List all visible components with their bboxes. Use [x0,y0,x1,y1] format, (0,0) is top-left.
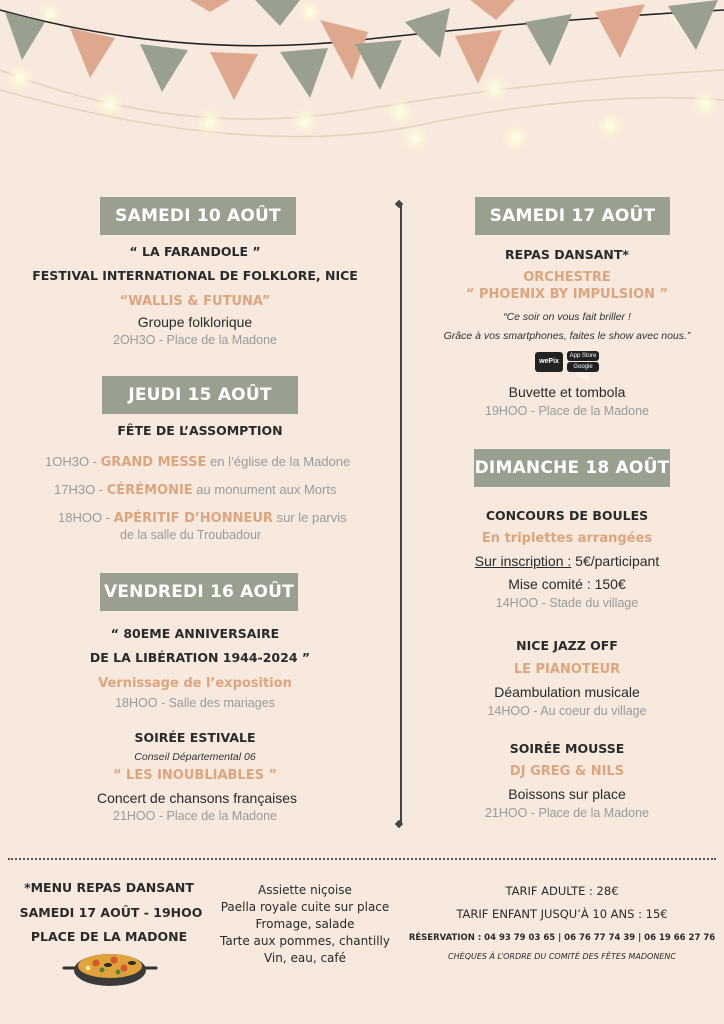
boules-inscription-label: Sur inscription : [474,553,572,569]
jazz-title: NICE JAZZ OFF [516,638,618,653]
footer-separator [8,858,716,860]
event-title: FÊTE DE L’ASSOMPTION [117,423,283,438]
wepix-app-logo: wePix [535,352,563,372]
google-play-badge: Google Play [567,362,599,372]
schedule-row-aperitif-place: de la salle du Troubadour [120,528,262,542]
soiree-sponsor: Conseil Départemental 06 [134,751,256,763]
soiree-artist: “ LES INOUBLIABLES ” [112,768,278,783]
bunting-decoration [0,0,724,160]
reservation-phones: RÉSERVATION : 04 93 79 03 65 | 06 76 77 74 39 | 06 19 66 27 76 [408,933,716,943]
boules-subtitle: En triplettes arrangées [481,531,653,546]
event-description: Groupe folklorique [137,314,253,330]
menu-date: SAMEDI 17 AOÛT - 19HOO [19,905,203,920]
day-header-jeudi-15: JEUDI 15 AOÛT [102,376,298,414]
schedule-row-messe: 1OH3O - GRAND MESSE en l’église de la Madone [45,454,351,470]
event-time-place: 2OH3O - Place de la Madone [113,333,277,347]
menu-place: PLACE DE LA MADONE [30,929,188,944]
event-title: REPAS DANSANT* [505,247,629,262]
boules-time-place: 14HOO - Stade du village [495,596,639,610]
mousse-artist: DJ GREG & NILS [509,764,625,779]
mousse-time-place: 21HOO - Place de la Madone [485,806,649,820]
menu-dish: Vin, eau, café [263,951,347,965]
quote-line-2: Grâce à vos smartphones, faites le show avec nous.” [443,330,691,342]
cheques-note: CHÈQUES À L’ORDRE DU COMITÉ DES FÊTES MADONENC [448,952,676,961]
tarif-enfant: TARIF ENFANT JUSQU’À 10 ANS : 15€ [456,907,668,921]
day-header-vendredi-16: VENDREDI 16 AOÛT [100,573,298,611]
soiree-title: SOIRÉE ESTIVALE [134,730,256,745]
menu-heading: *MENU REPAS DANSANT [24,880,194,895]
orchestra-name: “ PHOENIX BY IMPULSION ” [465,287,669,302]
schedule-row-aperitif: 18HOO - APÉRITIF D’HONNEUR sur le parvis [58,510,347,526]
expo-title: Vernissage de l’exposition [98,676,292,691]
event-subtitle: FESTIVAL INTERNATIONAL DE FOLKLORE, NICE [32,268,358,283]
menu-dish: Tarte aux pommes, chantilly [220,934,390,948]
event-title: “ LA FARANDOLE ” [129,244,261,259]
boules-title: CONCOURS DE BOULES [485,508,649,523]
day-header-samedi-10: SAMEDI 10 AOÛT [100,197,296,235]
app-store-badge: App Store [567,351,599,361]
expo-time-place: 18HOO - Salle des mariages [115,696,275,710]
soiree-description: Concert de chansons françaises [97,790,297,806]
event-title: “ 80EME ANNIVERSAIRE [110,626,280,641]
jazz-time-place: 14HOO - Au coeur du village [487,704,647,718]
event-subtitle: DE LA LIBÉRATION 1944-2024 ” [89,650,311,665]
day-header-samedi-17: SAMEDI 17 AOÛT [475,197,670,235]
mousse-title: SOIRÉE MOUSSE [509,741,625,756]
menu-dish: Paella royale cuite sur place [220,900,390,914]
mousse-description: Boissons sur place [508,786,626,802]
extra-info: Buvette et tombola [508,384,626,400]
day-header-dimanche-18: DIMANCHE 18 AOÛT [474,449,670,487]
paella-pan-icon [62,948,158,990]
event-time-place: 19HOO - Place de la Madone [485,404,649,418]
quote-line-1: “Ce soir on vous fait briller ! [503,311,631,323]
menu-dishes [205,882,405,967]
jazz-artist: LE PIANOTEUR [513,662,621,677]
column-divider [400,204,402,824]
menu-dish: Fromage, salade [255,917,355,931]
boules-inscription [410,553,724,569]
jazz-description: Déambulation musicale [494,684,640,700]
soiree-time-place: 21HOO - Place de la Madone [113,809,277,823]
tarif-adulte: TARIF ADULTE : 28€ [505,884,619,898]
schedule-row-ceremonie: 17H3O - CÉRÉMONIE au monument aux Morts [54,482,337,498]
orchestra-label: ORCHESTRE [523,270,611,285]
pennants [5,0,718,100]
menu-dish: Assiette niçoise [258,883,352,897]
event-artist: “WALLIS & FUTUNA” [119,294,271,309]
boules-mise: Mise comité : 150€ [508,576,626,592]
boules-inscription-value: 5€/participant [571,553,660,569]
